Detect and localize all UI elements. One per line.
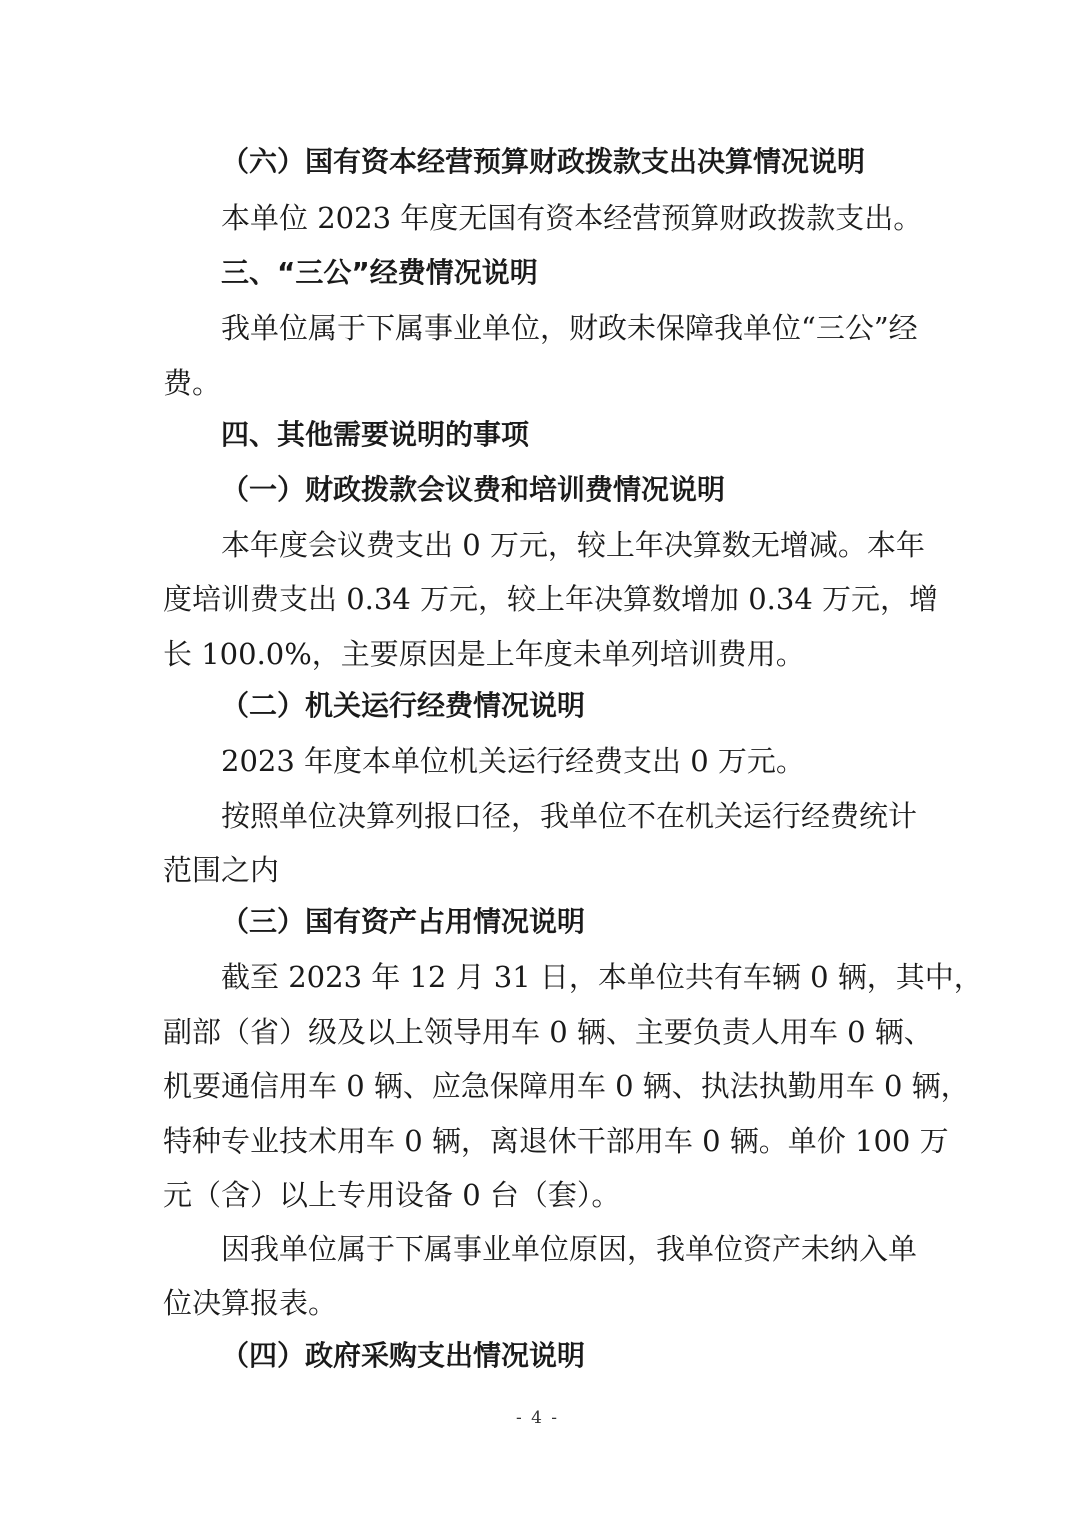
paragraph-line: 长 100.0%，主要原因是上年度未单列培训费用。 <box>163 637 805 671</box>
paragraph-line: 元（含）以上专用设备 0 台（套）。 <box>163 1178 621 1212</box>
paragraph-line: 度培训费支出 0.34 万元，较上年决算数增加 0.34 万元，增 <box>163 582 939 616</box>
paragraph-line: 因我单位属于下属事业单位原因，我单位资产未纳入单 <box>221 1232 918 1266</box>
paragraph-line: 位决算报表。 <box>163 1286 338 1320</box>
page-number: - 4 - <box>515 1408 560 1428</box>
section-heading-four: 四、其他需要说明的事项 <box>221 418 530 451</box>
paragraph-line: 机要通信用车 0 辆、应急保障用车 0 辆、执法执勤用车 0 辆， <box>163 1069 970 1103</box>
subsection-heading-1: （一）财政拨款会议费和培训费情况说明 <box>221 473 726 506</box>
section-heading-6: （六）国有资本经营预算财政拨款支出决算情况说明 <box>221 145 866 178</box>
paragraph-line: 范围之内 <box>163 853 280 887</box>
paragraph-line: 我单位属于下属事业单位，财政未保障我单位“三公”经 <box>221 311 918 345</box>
paragraph-line: 费。 <box>163 366 222 400</box>
subsection-heading-3: （三）国有资产占用情况说明 <box>221 905 586 938</box>
subsection-heading-2: （二）机关运行经费情况说明 <box>221 689 586 722</box>
paragraph-line: 2023 年度本单位机关运行经费支出 0 万元。 <box>221 744 805 778</box>
paragraph-line: 截至 2023 年 12 月 31 日，本单位共有车辆 0 辆，其中， <box>221 960 983 994</box>
paragraph-line: 特种专业技术用车 0 辆，离退休干部用车 0 辆。单价 100 万 <box>163 1124 949 1158</box>
subsection-heading-4: （四）政府采购支出情况说明 <box>221 1339 586 1372</box>
paragraph-line: 副部（省）级及以上领导用车 0 辆、主要负责人用车 0 辆、 <box>163 1015 933 1049</box>
paragraph-line: 本年度会议费支出 0 万元，较上年决算数无增减。本年 <box>221 528 925 562</box>
paragraph: 本单位 2023 年度无国有资本经营预算财政拨款支出。 <box>221 201 923 235</box>
paragraph-line: 按照单位决算列报口径，我单位不在机关运行经费统计 <box>221 799 918 833</box>
section-heading-three: 三、“三公”经费情况说明 <box>221 256 538 289</box>
